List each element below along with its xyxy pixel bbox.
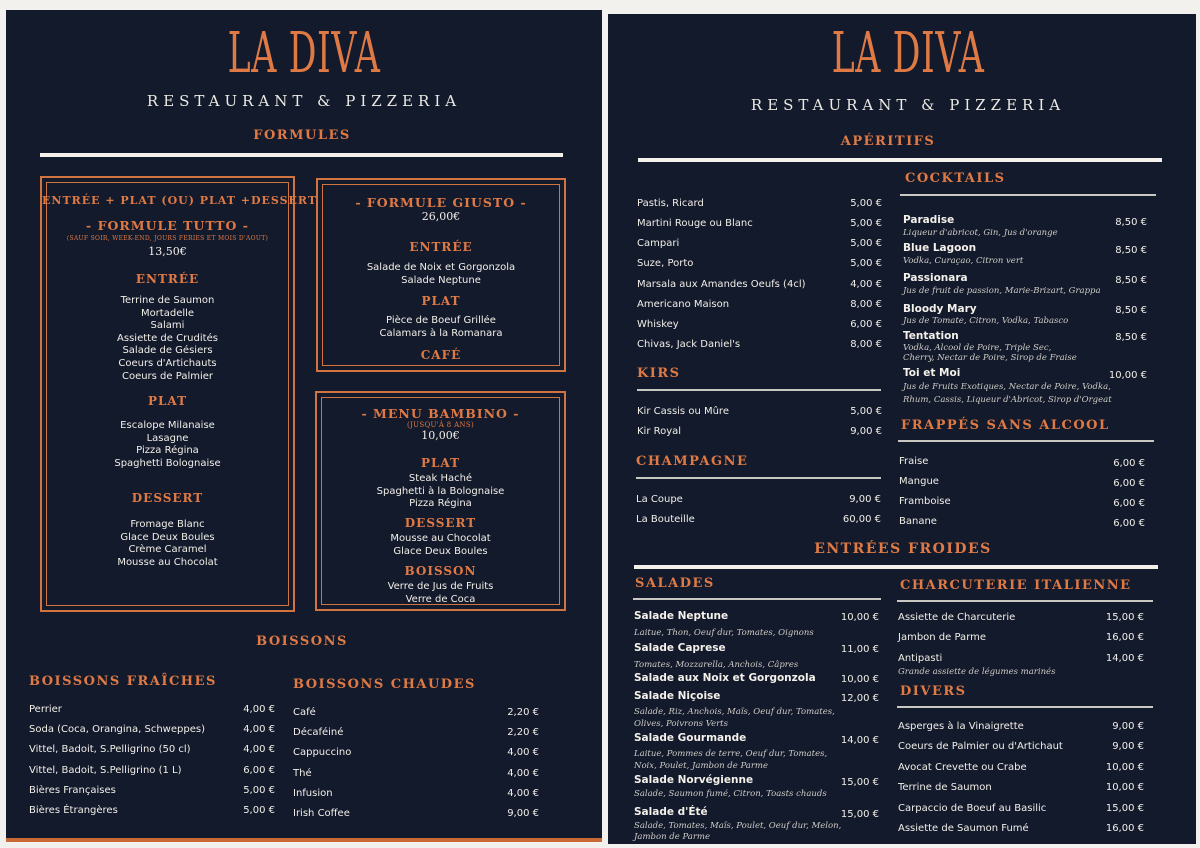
divers-list xyxy=(898,721,1144,844)
drink-row: Infusion 4,00 € xyxy=(293,788,539,799)
drink-row: Antipasti 14,00 € xyxy=(898,653,1144,664)
drink-row: Assiette de Charcuterie 15,00 € xyxy=(898,612,1144,623)
kirs-list xyxy=(637,406,882,446)
bambino-boisson-list xyxy=(317,581,564,606)
menu-item: Mousse au Chocolat xyxy=(117,556,218,568)
salad-name: Salade Niçoise xyxy=(634,690,721,702)
cocktails-list xyxy=(903,214,1147,414)
section-title-cocktails: COCKTAILS xyxy=(905,171,1006,186)
tutto-plat-title: PLAT xyxy=(147,394,188,408)
tutto-dessert-list xyxy=(42,519,293,569)
drink-row: Soda (Coca, Orangina, Schweppes) 4,00 € xyxy=(29,724,275,735)
cocktail-name: Toi et Moi xyxy=(903,367,961,379)
section-title-frappes: FRAPPÉS SANS ALCOOL xyxy=(901,418,1110,433)
cocktail-desc: Liqueur d'abricot, Gin, Jus d'orange xyxy=(903,228,1058,238)
divider xyxy=(898,440,1154,442)
tutto-dessert-title: DESSERT xyxy=(131,491,204,505)
menu-item: Coeurs d'Artichauts xyxy=(118,357,217,369)
salad-name: Salade d'Été xyxy=(634,806,708,818)
menu-item: Salade de Gésiers xyxy=(122,345,213,357)
drink-row: Asperges à la Vinaigrette 9,00 € xyxy=(898,721,1144,732)
cocktail-desc: Jus de fruit de passion, Marie-Brizart, Grappa xyxy=(903,286,1101,296)
menu-item: Terrine de Saumon xyxy=(120,295,215,306)
divider xyxy=(897,706,1153,708)
brand-logo: LA DIVA xyxy=(831,21,985,86)
salad-name: Salade aux Noix et Gorgonzola xyxy=(634,672,816,684)
section-title-aperitifs: APÉRITIFS xyxy=(840,134,936,149)
drink-row: La Bouteille 60,00 € xyxy=(636,514,881,525)
menu-item: Salade de Noix et Gorgonzola xyxy=(366,262,516,273)
drink-row: Irish Coffee 9,00 € xyxy=(293,808,539,819)
drink-row: Jambon de Parme 16,00 € xyxy=(898,632,1144,643)
bambino-note: (JUSQU'À 8 ANS) xyxy=(407,421,474,429)
section-title-divers: DIVERS xyxy=(900,684,967,699)
menu-item: Assiette de Crudités xyxy=(117,332,218,344)
charcuterie-desc: Grande assiette de légumes marinés xyxy=(898,667,1056,677)
menu-item: Verre de Coca xyxy=(405,593,476,605)
charcuterie-list xyxy=(898,612,1144,682)
cocktail-desc: Cherry, Nectar de Poire, Sirop de Fraise xyxy=(903,353,1077,363)
salad-desc: Laitue, Pommes de terre, Oeuf dur, Tomates, xyxy=(634,749,828,759)
salades-list xyxy=(634,610,879,844)
drink-row: Kir Royal 9,00 € xyxy=(637,426,882,437)
divider xyxy=(634,565,1158,569)
tutto-title: - FORMULE TUTTO - xyxy=(86,218,249,233)
brand-tagline: RESTAURANT & PIZZERIA xyxy=(750,96,1066,114)
boissons-chaudes-list xyxy=(293,707,539,837)
drink-row: Mangue 6,00 € xyxy=(899,476,1145,489)
drink-row: Suze, Porto 5,00 € xyxy=(637,258,882,269)
section-title-kirs: KIRS xyxy=(637,366,681,381)
drink-row: Coeurs de Palmier ou d'Artichaut 9,00 € xyxy=(898,741,1144,752)
cocktail-price: 10,00 € xyxy=(1108,370,1147,381)
tutto-entree-list xyxy=(42,295,293,383)
tutto-header: ENTRÉE + PLAT (OU) PLAT +DESSERT xyxy=(42,194,318,207)
drink-row: Fraise 6,00 € xyxy=(899,456,1145,469)
menu-item: Pizza Régina xyxy=(409,498,472,510)
bambino-price: 10,00€ xyxy=(421,429,460,442)
menu-item: Fromage Blanc xyxy=(130,519,205,530)
salad-price: 14,00 € xyxy=(840,735,879,746)
drink-row: Café 2,20 € xyxy=(293,707,539,718)
drink-row: Vittel, Badoit, S.Pelligrino (1 L) 6,00 € xyxy=(29,765,275,776)
giusto-cafe-title: CAFÉ xyxy=(420,348,462,362)
cocktail-name: Blue Lagoon xyxy=(903,242,977,254)
salad-price: 10,00 € xyxy=(840,612,879,623)
menu-item: Spaghetti Bolognaise xyxy=(114,457,221,469)
champagne-list xyxy=(636,494,881,534)
cocktail-name: Passionara xyxy=(903,272,968,284)
cocktail-desc: Rhum, Cassis, Liqueur d'Abricot, Sirop d'Orgeat xyxy=(903,395,1112,405)
drink-row: La Coupe 9,00 € xyxy=(636,494,881,505)
salad-price: 12,00 € xyxy=(840,693,879,704)
formule-giusto-box xyxy=(316,178,566,372)
menu-item: Glace Deux Boules xyxy=(393,545,488,557)
drink-row: Décaféiné 2,20 € xyxy=(293,727,539,738)
section-title-salades: SALADES xyxy=(635,576,715,591)
menu-item: Steak Haché xyxy=(408,473,473,484)
cocktail-price: 8,50 € xyxy=(1115,332,1147,343)
drink-row: Pastis, Ricard 5,00 € xyxy=(637,198,882,209)
drink-row: Assiette de Saumon Fumé 16,00 € xyxy=(898,823,1144,834)
drink-row: Kir Cassis ou Mûre 5,00 € xyxy=(637,406,882,417)
tutto-note: (SAUF SOIR, WEEK-END, JOURS FERIES ET MOIS D'AOUT) xyxy=(66,235,269,242)
frappes-list xyxy=(899,456,1145,536)
salad-name: Salade Gourmande xyxy=(634,732,747,744)
aperitifs-list xyxy=(637,198,882,368)
salad-price: 15,00 € xyxy=(840,809,879,820)
cocktail-price: 8,50 € xyxy=(1115,275,1147,286)
salad-desc: Olives, Poivrons Verts xyxy=(634,719,728,729)
divider xyxy=(897,600,1153,602)
bambino-dessert-title: DESSERT xyxy=(404,516,477,530)
cocktail-desc: Vodka, Alcool de Poire, Triple Sec, xyxy=(903,343,1052,353)
drink-row: Terrine de Saumon 10,00 € xyxy=(898,782,1144,793)
menu-item: Escalope Milanaise xyxy=(120,420,215,431)
drink-row: Carpaccio de Boeuf au Basilic 15,00 € xyxy=(898,803,1144,814)
brand-tagline: RESTAURANT & PIZZERIA xyxy=(146,92,462,110)
giusto-entree-list xyxy=(318,262,564,287)
drink-row: Chivas, Jack Daniel's 8,00 € xyxy=(637,339,882,350)
menu-item: Spaghetti à la Bolognaise xyxy=(376,485,505,497)
drink-row: Martini Rouge ou Blanc 5,00 € xyxy=(637,218,882,229)
bambino-plat-list xyxy=(317,473,564,511)
boissons-chaudes-title: BOISSONS CHAUDES xyxy=(293,677,476,692)
divider xyxy=(637,389,881,391)
cocktail-price: 8,50 € xyxy=(1115,217,1147,228)
cocktail-name: Tentation xyxy=(903,330,959,342)
giusto-title: - FORMULE GIUSTO - xyxy=(355,195,527,210)
menu-item: Crème Caramel xyxy=(128,544,207,556)
menu-item: Glace Deux Boules xyxy=(120,531,215,543)
boissons-fraiches-title: BOISSONS FRAÎCHES xyxy=(29,674,217,689)
drink-row: Campari 5,00 € xyxy=(637,238,882,249)
section-title-champagne: CHAMPAGNE xyxy=(636,454,749,469)
drink-row: Perrier 4,00 € xyxy=(29,704,275,715)
section-title-formules: FORMULES xyxy=(253,128,351,143)
drink-row: Americano Maison 8,00 € xyxy=(637,299,882,310)
cocktail-desc: Jus de Tomate, Citron, Vodka, Tabasco xyxy=(903,316,1069,326)
divider xyxy=(900,194,1156,196)
section-title-entrees-froides: ENTRÉES FROIDES xyxy=(814,541,992,557)
salad-price: 15,00 € xyxy=(840,777,879,788)
menu-page-left xyxy=(6,10,602,842)
section-title-charcuterie: CHARCUTERIE ITALIENNE xyxy=(900,578,1132,593)
tutto-price: 13,50€ xyxy=(148,245,187,258)
formule-tutto-box xyxy=(40,176,318,612)
menu-item: Coeurs de Palmier xyxy=(121,370,214,382)
cocktail-name: Bloody Mary xyxy=(903,303,977,315)
salad-name: Salade Caprese xyxy=(634,642,726,654)
menu-item: Pizza Régina xyxy=(136,445,199,457)
salad-desc: Salade, Riz, Anchois, Maïs, Oeuf dur, Tomates, xyxy=(634,707,835,717)
salad-desc: Laitue, Thon, Oeuf dur, Tomates, Oignons xyxy=(634,628,814,638)
cocktail-price: 8,50 € xyxy=(1115,245,1147,256)
brand-logo: LA DIVA xyxy=(227,21,381,86)
drink-row: Vittel, Badoit, S.Pelligrino (50 cl) 4,00 € xyxy=(29,744,275,755)
menu-item: Salami xyxy=(150,320,185,332)
giusto-plat-list xyxy=(318,315,564,340)
drink-row: Whiskey 6,00 € xyxy=(637,319,882,330)
menu-item: Verre de Jus de Fruits xyxy=(387,581,494,592)
menu-item: Calamars à la Romanara xyxy=(379,327,503,339)
salad-desc: Salade, Tomates, Maïs, Poulet, Oeuf dur, Melon, xyxy=(634,821,842,831)
menu-item: Lasagne xyxy=(146,432,189,444)
bambino-title: - MENU BAMBINO - xyxy=(361,406,520,421)
salad-price: 10,00 € xyxy=(840,674,879,685)
drink-row: Framboise 6,00 € xyxy=(899,496,1145,509)
salad-price: 11,00 € xyxy=(840,644,879,655)
salad-desc: Noix, Poulet, Jambon de Parme xyxy=(634,761,769,771)
giusto-plat-title: PLAT xyxy=(421,294,461,308)
tutto-plat-list xyxy=(42,420,293,470)
cocktail-name: Paradise xyxy=(903,214,955,226)
boissons-fraiches-list xyxy=(29,704,275,834)
menu-page-right xyxy=(608,14,1196,844)
giusto-entree-title: ENTRÉE xyxy=(409,240,473,254)
menu-item: Mortadelle xyxy=(140,307,195,319)
drink-row: Bières Françaises 5,00 € xyxy=(29,785,275,796)
salad-name: Salade Neptune xyxy=(634,610,729,622)
cocktail-price: 8,50 € xyxy=(1115,305,1147,316)
drink-row: Bières Étrangères 5,00 € xyxy=(29,805,275,816)
drink-row: Banane 6,00 € xyxy=(899,516,1145,529)
salad-name: Salade Norvégienne xyxy=(634,774,754,786)
bambino-plat-title: PLAT xyxy=(420,456,461,470)
divider xyxy=(633,598,881,600)
salad-desc: Jambon de Parme xyxy=(634,832,711,842)
drink-row: Marsala aux Amandes Oeufs (4cl) 4,00 € xyxy=(637,279,882,290)
menu-item: Mousse au Chocolat xyxy=(390,533,491,544)
menu-bambino-box xyxy=(315,391,566,611)
cocktail-desc: Vodka, Curaçao, Citron vert xyxy=(903,256,1024,266)
drink-row: Thé 4,00 € xyxy=(293,768,539,779)
salad-desc: Salade, Saumon fumé, Citron, Toasts chauds xyxy=(634,789,827,799)
menu-item: Pièce de Boeuf Grillée xyxy=(386,315,496,326)
bambino-boisson-title: BOISSON xyxy=(404,564,477,578)
drink-row: Cappuccino 4,00 € xyxy=(293,747,539,758)
cocktail-desc: Jus de Fruits Exotiques, Nectar de Poire, Vodka, xyxy=(903,382,1111,392)
divider xyxy=(638,158,1162,162)
salad-desc: Tomates, Mozzarella, Anchois, Câpres xyxy=(634,660,799,670)
divider xyxy=(636,477,881,479)
giusto-price: 26,00€ xyxy=(421,210,461,223)
divider xyxy=(40,153,563,157)
bambino-dessert-list xyxy=(317,533,564,558)
drink-row: Avocat Crevette ou Crabe 10,00 € xyxy=(898,762,1144,773)
tutto-entree-title: ENTRÉE xyxy=(135,272,200,286)
menu-item: Salade Neptune xyxy=(401,274,481,286)
section-title-boissons: BOISSONS xyxy=(256,634,348,649)
